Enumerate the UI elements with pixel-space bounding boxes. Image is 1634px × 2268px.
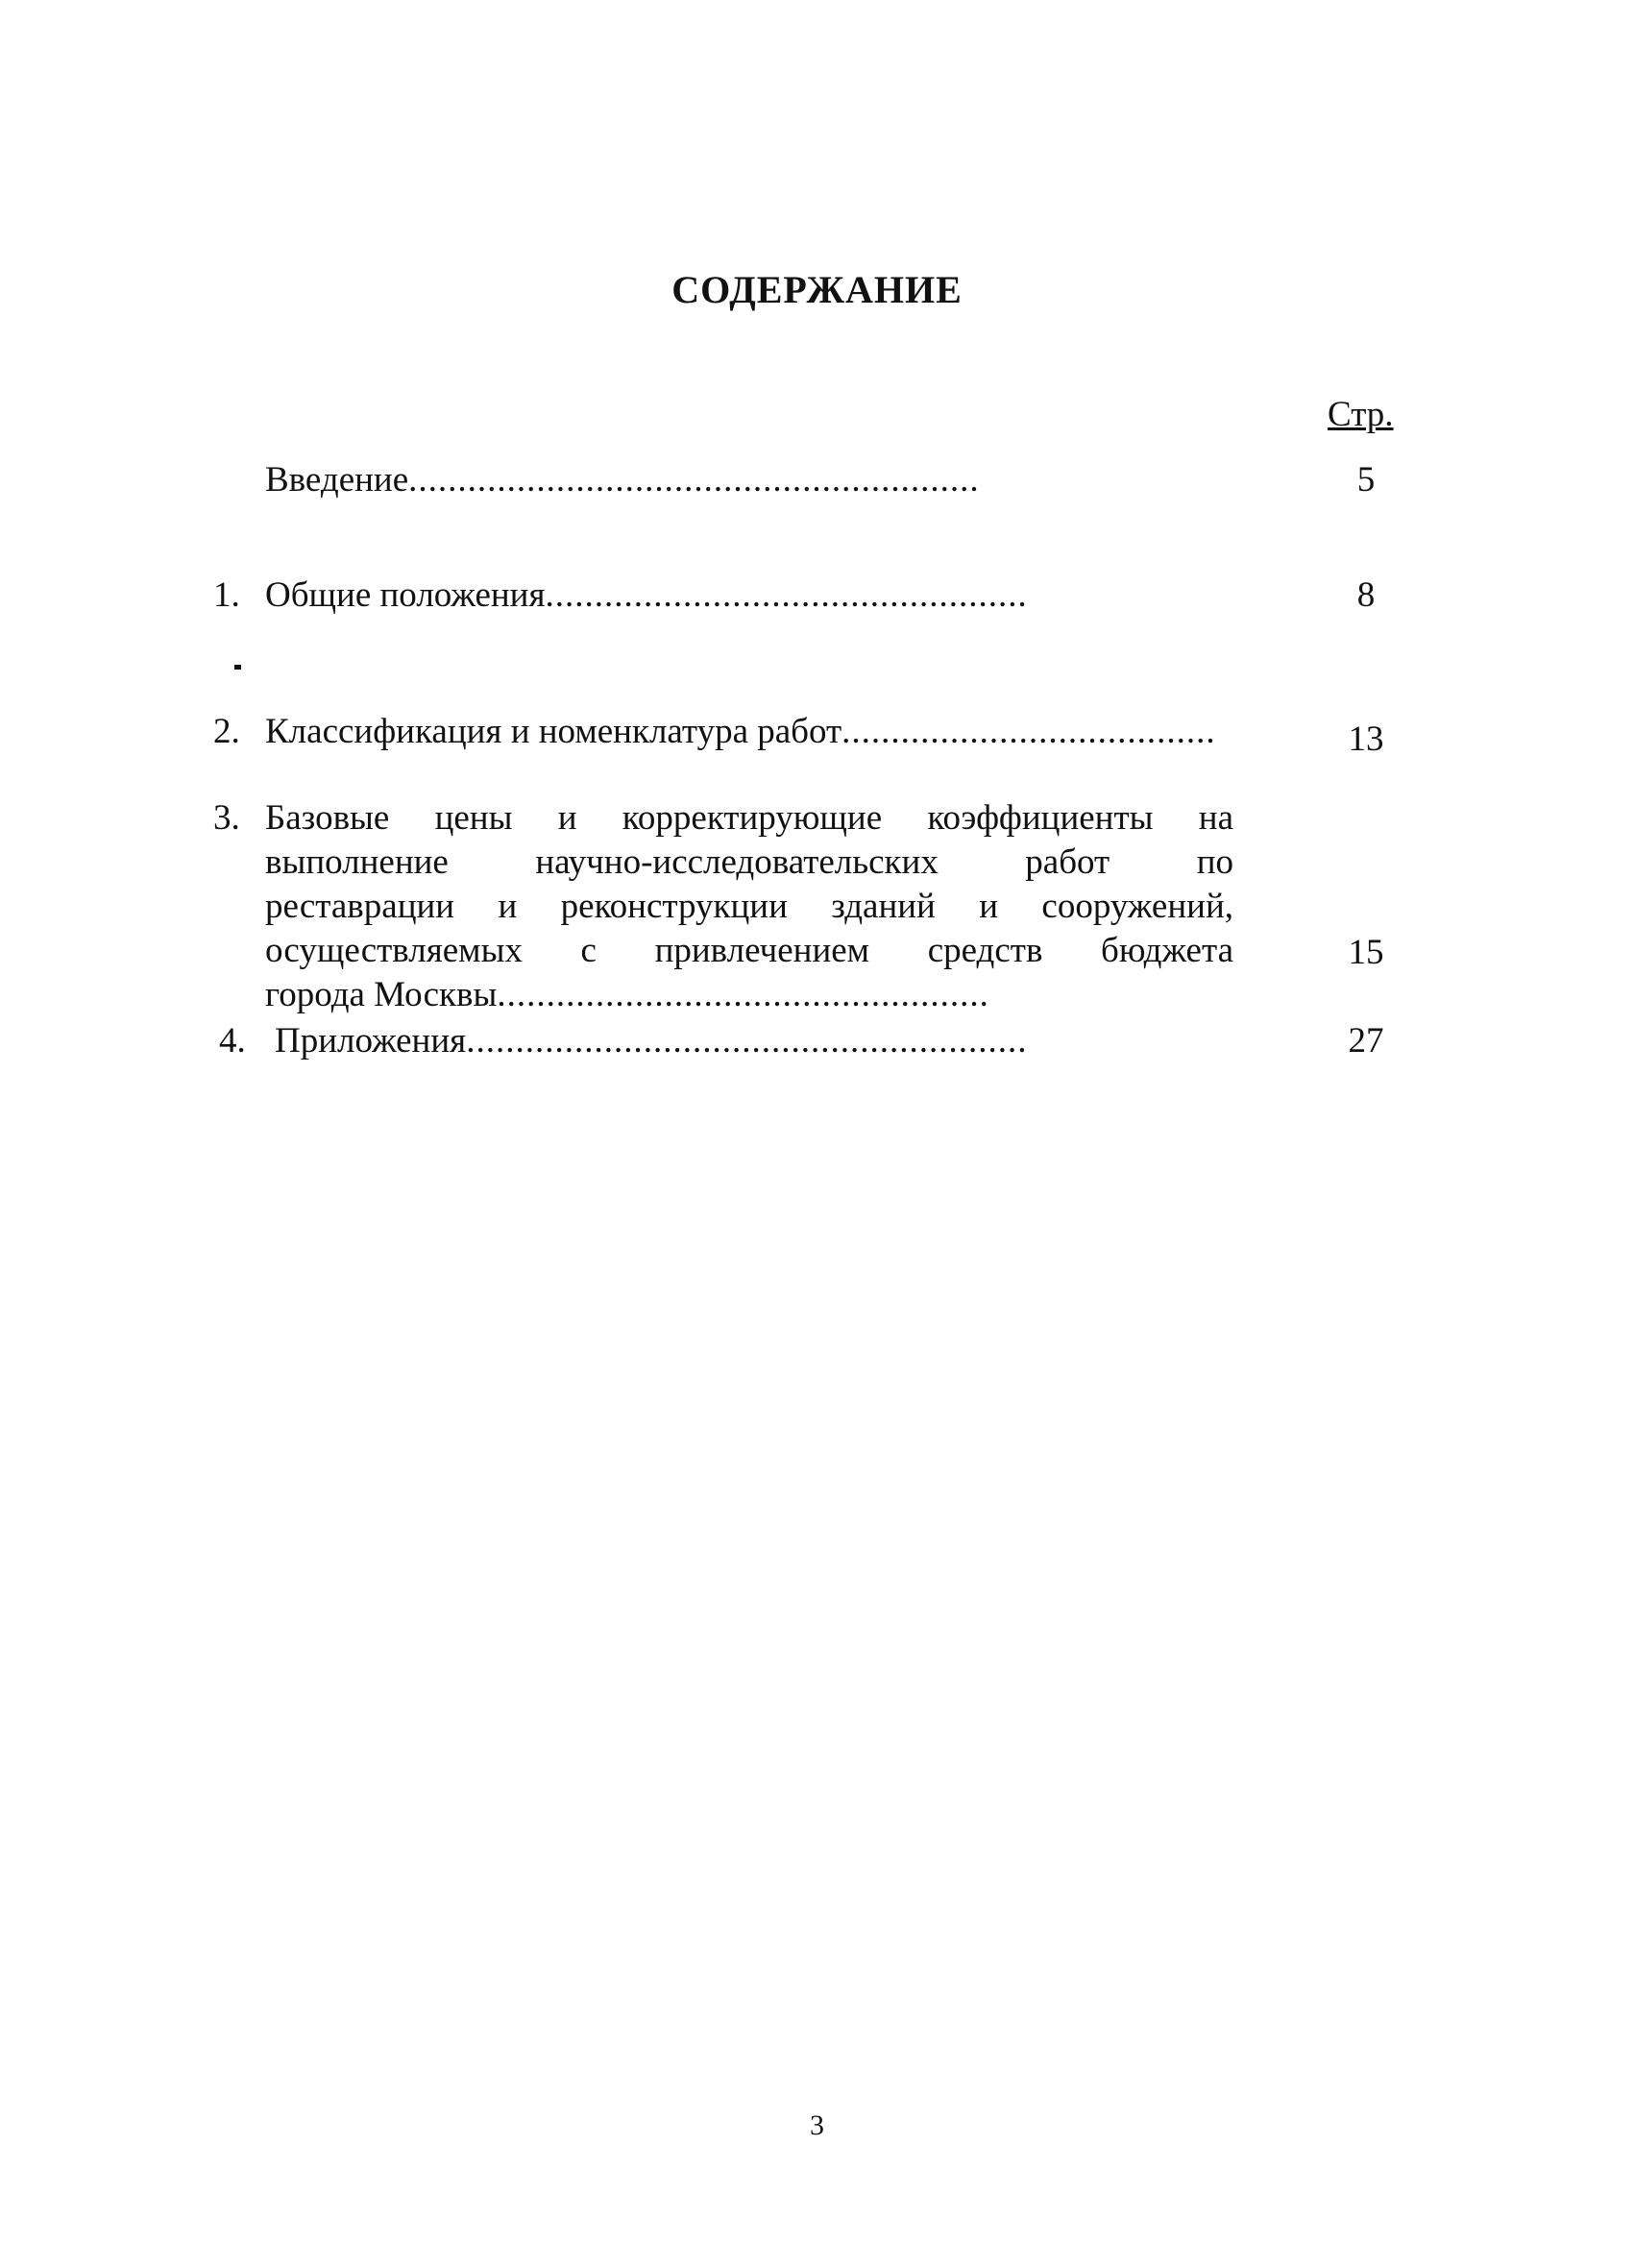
toc-entry-base-prices[interactable] xyxy=(265,974,989,1015)
toc-entry-title: Классификация и номенклатура работ xyxy=(265,712,842,751)
toc-leader-dots: .................................................. xyxy=(497,975,989,1014)
toc-entry-introduction[interactable] xyxy=(265,459,980,500)
toc-entry-title: Приложения xyxy=(275,1021,467,1061)
toc-entry-appendices[interactable] xyxy=(275,1020,1027,1061)
toc-entry-page: 27 xyxy=(1348,1021,1384,1061)
toc-entry-line: выполнение научно-исследовательских работ по xyxy=(265,842,1233,882)
toc-entry-title: города Москвы xyxy=(265,975,498,1014)
toc-entry-number: 1. xyxy=(213,575,240,615)
toc-entry-title: Введение xyxy=(265,460,409,500)
toc-entry-classification[interactable] xyxy=(265,711,1216,752)
toc-entry-line: Базовые цены и корректирующие коэффициенты на xyxy=(265,798,1233,838)
toc-entry-number: 2. xyxy=(213,712,240,751)
page-title: СОДЕРЖАНИЕ xyxy=(671,268,963,311)
page-column-header: Стр. xyxy=(1328,395,1394,434)
toc-entry-page: 15 xyxy=(1348,933,1384,972)
stray-mark xyxy=(234,665,241,670)
toc-leader-dots: ................................................. xyxy=(545,575,1028,615)
page-number: 3 xyxy=(810,2109,824,2141)
toc-leader-dots: ...................................... xyxy=(841,712,1216,751)
toc-entry-line: реставрации и реконструкции зданий и сооружений, xyxy=(265,887,1233,926)
toc-entry-page: 5 xyxy=(1356,460,1376,500)
toc-entry-page: 8 xyxy=(1356,575,1376,615)
toc-entry-line: осуществляемых с привлечением средств бюджета xyxy=(265,931,1233,970)
toc-entry-general-provisions[interactable] xyxy=(265,574,1028,616)
toc-leader-dots: .......................................................... xyxy=(408,460,980,500)
toc-leader-dots: ......................................................... xyxy=(466,1021,1028,1061)
toc-entry-number: 3. xyxy=(213,798,240,838)
toc-entry-number: 4. xyxy=(219,1021,246,1061)
toc-entry-title: Общие положения xyxy=(265,575,546,615)
toc-entry-page: 13 xyxy=(1348,719,1384,759)
